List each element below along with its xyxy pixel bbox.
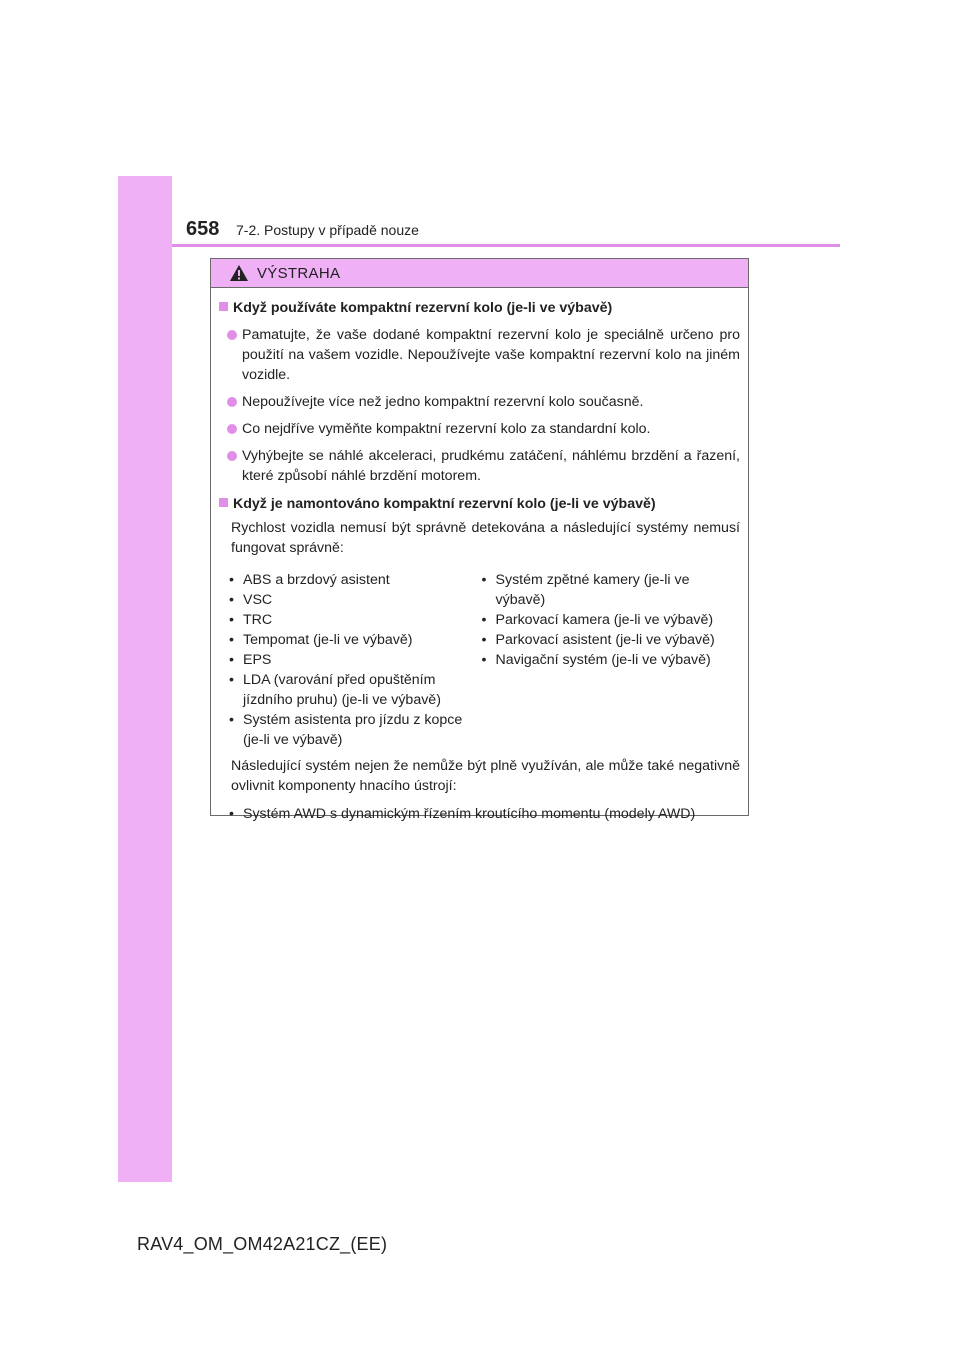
list-item: • ABS a brzdový asistent: [229, 572, 390, 588]
list-item: • Parkovací asistent (je-li ve výbavě): [481, 632, 715, 648]
section-heading-2: [219, 494, 740, 514]
bullet-text: Nepoužívejte více než jedno kompaktní rezervní kolo současně.: [242, 394, 644, 410]
square-bullet-icon: [219, 498, 228, 507]
warning-title: VÝSTRAHA: [257, 264, 341, 282]
after-list-paragraph: Následující systém nejen že nemůže být plně využíván, ale může také negativně ovlivnit komponenty hnacího ústrojí:: [231, 758, 740, 794]
systems-list-left: [229, 570, 482, 750]
bullet-text: Vyhýbejte se náhlé akceleraci, prudkému zatáčení, náhlému brzdění a řazení, které způsobí náhlé brzdění motorem.: [242, 448, 740, 484]
list-item: • Systém zpětné kamery (je-li ve výbavě): [481, 572, 690, 608]
sidebar-tab: [118, 176, 172, 1182]
systems-list: [219, 570, 740, 750]
list-item: • Systém AWD s dynamickým řízením kroutícího momentu (modely AWD): [229, 806, 696, 822]
list-item: • EPS: [229, 652, 272, 668]
list-item: • Tempomat (je-li ve výbavě): [229, 632, 413, 648]
list-item: [219, 325, 740, 385]
list-item: [219, 392, 740, 412]
header-rule: [172, 244, 840, 247]
list-item: • Parkovací kamera (je-li ve výbavě): [481, 612, 714, 628]
systems-list-right: [482, 570, 740, 750]
circle-bullet-icon: [227, 397, 237, 407]
list-item: • VSC: [229, 592, 273, 608]
warning-body: [211, 288, 748, 824]
section-intro: Rychlost vozidla nemusí být správně detekována a následující systémy nemusí fungovat správně:: [231, 520, 740, 556]
list-item: [219, 446, 740, 486]
document-code: RAV4_OM_OM42A21CZ_(EE): [137, 1234, 388, 1254]
warning-box: [210, 258, 749, 822]
list-item: [219, 419, 740, 439]
warning-triangle-icon: [229, 264, 249, 282]
circle-bullet-icon: [227, 330, 237, 340]
warning-header: [211, 259, 748, 288]
list-item: • TRC: [229, 612, 273, 628]
list-item: • LDA (varování před opuštěním jízdního pruhu) (je-li ve výbavě): [229, 672, 441, 708]
page-number: 658: [186, 218, 220, 240]
circle-bullet-icon: [227, 424, 237, 434]
section-heading-text: Když je namontováno kompaktní rezervní kolo (je-li ve výbavě): [233, 496, 656, 512]
section-heading-1: [219, 298, 740, 318]
square-bullet-icon: [219, 302, 228, 311]
bullet-text: Co nejdříve vyměňte kompaktní rezervní kolo za standardní kolo.: [242, 421, 651, 437]
chapter-title: 7-2. Postupy v případě nouze: [236, 222, 419, 238]
list-item: • Navigační systém (je-li ve výbavě): [481, 652, 711, 668]
bullet-text: Pamatujte, že vaše dodané kompaktní rezervní kolo je speciálně určeno pro použití na vašem vozidle. Nepoužívejte vaše kompaktní rezervní kolo na jiném vozidle.: [242, 327, 740, 383]
section-heading-text: Když používáte kompaktní rezervní kolo (je-li ve výbavě): [233, 300, 613, 316]
circle-bullet-icon: [227, 451, 237, 461]
list-item: • Systém asistenta pro jízdu z kopce (je-li ve výbavě): [229, 712, 463, 748]
